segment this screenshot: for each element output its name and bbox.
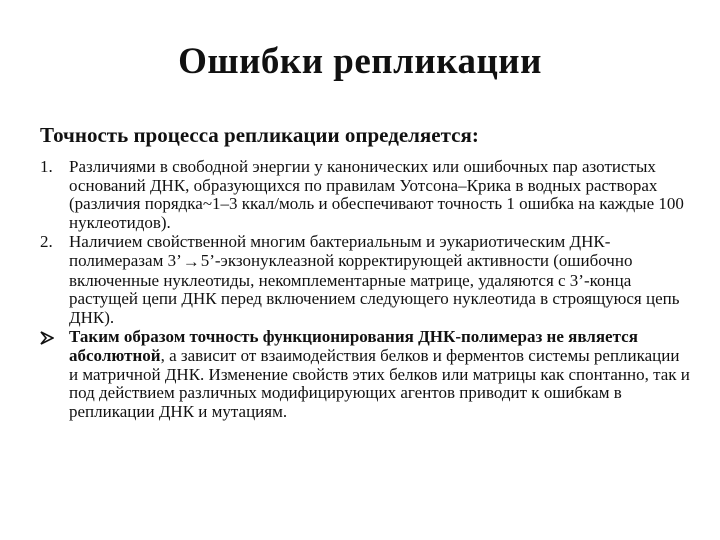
list-item-bold-text: Таким образом точность функционирования ДНК-полимераз не является абсолютной bbox=[69, 327, 638, 365]
arrowhead-bullet-icon bbox=[40, 331, 54, 345]
list-item-text-after: 5’-экзонуклеазной корректирующей активности (ошибочно включенные нуклеотиды, некомплементарные матрице, удаляются с 3’-конца растущей цепи ДНК перед включением следующего нуклеотида в строящуюся цепь ДНК). bbox=[69, 250, 680, 327]
list-item-text: Различиями в свободной энергии у канонических или ошибочных пар азотистых оснований ДНК, образующихся по правилам Уотсона–Крика в водных растворах (различия порядка~1–3 ккал/моль и обеспечивают точность 1 ошибка на каждые 100 нуклеотидов). bbox=[69, 157, 684, 232]
slide-subtitle: Точность процесса репликации определяется: bbox=[40, 123, 479, 147]
list-number: 1. bbox=[40, 157, 53, 176]
list-number: 2. bbox=[40, 232, 53, 252]
content-list bbox=[40, 158, 690, 421]
list-item bbox=[40, 233, 690, 327]
slide-title: Ошибки репликации bbox=[178, 41, 542, 82]
list-item-text-before: Наличием свойственной многим бактериальным и эукариотическим ДНК-полимеразам 3’ bbox=[69, 232, 611, 270]
right-arrow-icon: → bbox=[182, 251, 200, 271]
list-item bbox=[40, 328, 690, 421]
list-item-text: , а зависит от взаимодействия белков и ферментов системы репликации и матричной ДНК. Изменение свойств этих белков или матрицы как спонтанно, так и под действием различных модифицирующих агентов приводит к ошибкам в репликации ДНК и мутациям. bbox=[69, 345, 690, 421]
list-item bbox=[40, 158, 690, 232]
